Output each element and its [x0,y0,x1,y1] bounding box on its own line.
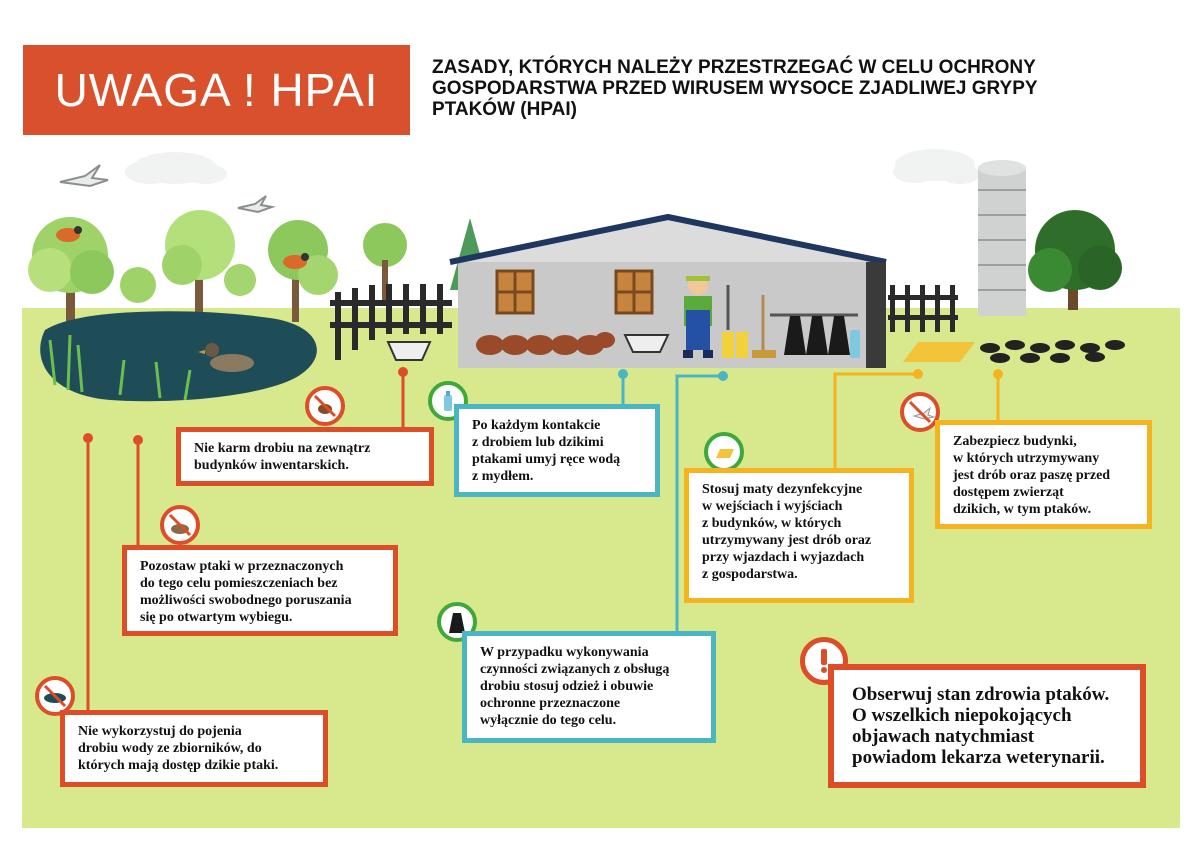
rule-no-pond-water [60,710,328,787]
rule-wash-hands [454,404,660,497]
rule-text-line: dzikich, w tym ptaków. [953,502,1092,517]
rule-text-line: w których utrzymywany [953,451,1100,466]
rule-text-line: budynków inwentarskich. [194,458,349,473]
rule-text-line: utrzymywany jest drób oraz [702,533,872,548]
rule-text-line: się po otwartym wybiegu. [140,610,293,625]
rule-text-line: W przypadku wykonywania [480,645,649,660]
rule-text-line: z gospodarstwa. [702,567,798,582]
clouds [125,149,980,184]
silo [978,160,1026,316]
rule-text-line: Nie wykorzystuj do pojenia [78,724,242,739]
headline-line-2: GOSPODARSTWA PRZED WIRUSEM WYSOCE ZJADLIWEJ GRYPY [432,78,1038,99]
notice-line: O wszelkich niepokojących [852,705,1072,726]
rule-text-line: z drobiem lub dzikimi [472,435,604,450]
rule-text-line: do tego celu pomieszczeniach bez [140,576,338,591]
no-feeding-icon [305,386,345,426]
rule-text-line: możliwości swobodnego poruszania [140,593,352,608]
boots [722,332,734,358]
indoor-feeder [625,335,668,352]
rule-text-line: Po każdym kontakcie [472,418,601,433]
notice-line: objawach natychmiast [852,726,1035,747]
rule-text-line: Nie karm drobiu na zewnątrz [194,441,371,456]
disinfection-mat-icon [704,432,744,472]
rule-keep-birds-indoors [122,545,398,636]
no-free-range-icon [160,505,200,545]
rule-text-line: drobiu wody ze zbiorników, do [78,741,262,756]
no-wild-birds-icon [900,392,940,432]
outdoor-feeder [388,342,430,360]
rule-text-line: z mydłem. [472,469,534,484]
rule-text-line: Pozostaw ptaki w przeznaczonych [140,559,344,574]
rule-text-line: Zabezpiecz budynki, [953,434,1077,449]
rule-text-line: jest drób oraz paszę przed [953,468,1111,483]
rule-text-line: Stosuj maty dezynfekcyjne [702,482,863,497]
notice-line: powiadom lekarza weterynarii. [852,747,1105,768]
rule-text-line: z budynków, w których [702,516,842,531]
rule-text-line: czynności związanych z obsługą [480,662,670,677]
notice-line: Obserwuj stan zdrowia ptaków. [852,684,1110,705]
rule-text-line: których mają dostęp dzikie ptaki. [78,758,279,773]
rule-text-line: dostępem zwierząt [953,485,1064,500]
rule-no-feeding-outside [176,427,434,486]
tree-right [1028,210,1122,310]
rule-text-line: wyłącznie do tego celu. [480,713,617,728]
notice-box [828,664,1146,788]
rule-protective-clothing [462,631,716,743]
headline-line-1: ZASADY, KTÓRYCH NALEŻY PRZESTRZEGAĆ W CELU OCHRONY [432,57,1036,78]
rule-text-line: w wejściach i wyjściach [702,499,843,514]
rule-secure-buildings [935,420,1152,529]
rule-text-line: drobiu stosuj odzież i obuwie [480,679,654,694]
rule-text-line: ochronne przeznaczone [480,696,621,711]
headline-line-3: PTAKÓW (HPAI) [432,99,577,120]
rule-text-line: ptakami umyj ręce wodą [472,452,621,467]
rule-text-line: przy wjazdach i wyjazdach [702,550,865,565]
banner-title: UWAGA ! HPAI [54,64,379,116]
rule-disinfection-mats [684,468,914,603]
